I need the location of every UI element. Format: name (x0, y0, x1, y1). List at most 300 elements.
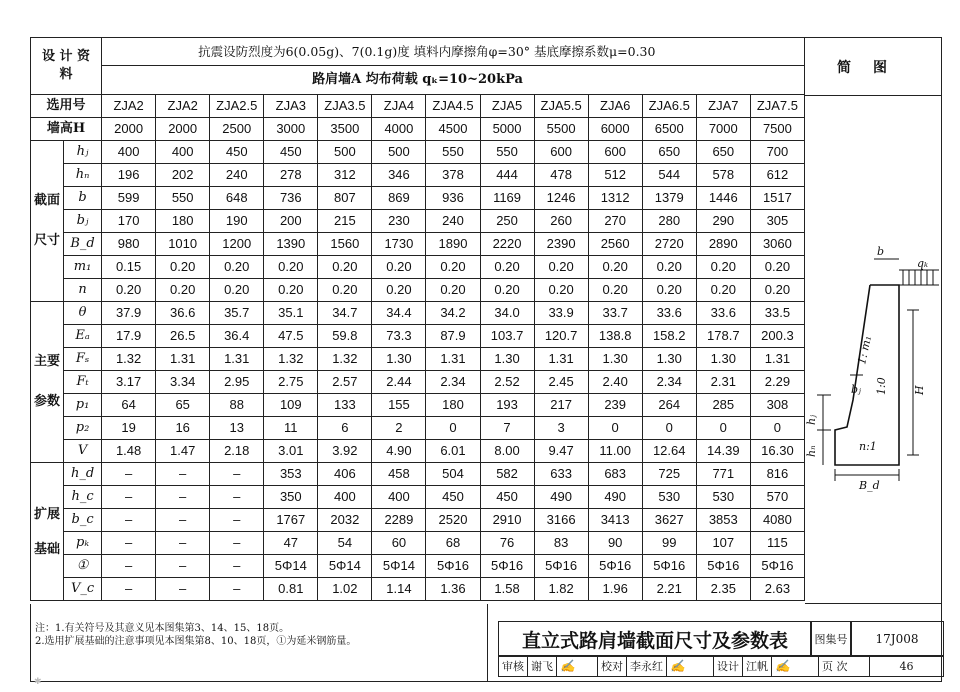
design-conditions: 抗震设防烈度为6(0.05g)、7(0.1g)度 填料内摩擦角φ=30° 基底摩擦系数μ=0.30 (102, 38, 805, 66)
wall-load-line: 路肩墙A 均布荷载 qₖ=10~20kPa (102, 66, 805, 95)
table-cell: 0.20 (696, 279, 750, 302)
height-label: 墙高H (31, 118, 102, 141)
table-cell: 0.20 (318, 256, 372, 279)
table-cell: 2.18 (210, 440, 264, 463)
model-label: 选用号 (31, 95, 102, 118)
review-label: 审核 (499, 656, 528, 676)
table-cell: 869 (372, 187, 426, 210)
table-cell: 196 (102, 164, 156, 187)
symbol-cell: h_d (64, 463, 102, 486)
table-cell: 0.20 (156, 279, 210, 302)
note-line-1: 注：1.有关符号及其意义见本图集第3、14、15、18页。 (35, 623, 290, 634)
table-cell: 19 (102, 417, 156, 440)
table-cell: 0.20 (318, 279, 372, 302)
table-cell: 2560 (588, 233, 642, 256)
table-cell: – (102, 532, 156, 555)
table-cell: 0 (696, 417, 750, 440)
table-cell: 1.30 (642, 348, 696, 371)
table-cell: 450 (426, 486, 480, 509)
table-cell: – (156, 532, 210, 555)
reviewer-name: 谢飞 (528, 656, 557, 676)
table-cell: – (102, 463, 156, 486)
table-cell: 2720 (642, 233, 696, 256)
table-cell: 33.7 (588, 302, 642, 325)
height-cell: 2500 (210, 118, 264, 141)
table-cell: – (102, 578, 156, 601)
table-cell: 0.20 (426, 279, 480, 302)
table-cell: 1.31 (156, 348, 210, 371)
table-cell: 1379 (642, 187, 696, 210)
table-cell: 650 (696, 141, 750, 164)
table-cell: 683 (588, 463, 642, 486)
symbol-cell: n (64, 279, 102, 302)
height-cell: 4500 (426, 118, 480, 141)
table-cell: 47 (264, 532, 318, 555)
sketch-Bd: B_d (859, 479, 880, 492)
table-cell: – (102, 509, 156, 532)
drawing-sheet (30, 37, 942, 682)
table-cell: 5Φ16 (750, 555, 804, 578)
symbol-cell: Eₐ (64, 325, 102, 348)
table-cell: 59.8 (318, 325, 372, 348)
symbol-cell: V_c (64, 578, 102, 601)
table-cell: 8.00 (480, 440, 534, 463)
table-cell: 450 (210, 141, 264, 164)
table-cell: 6 (318, 417, 372, 440)
table-cell: – (102, 486, 156, 509)
table-cell: 5Φ16 (696, 555, 750, 578)
table-cell: 88 (210, 394, 264, 417)
designer-name: 江帆 (743, 656, 772, 676)
page-number: 46 (899, 659, 914, 673)
table-cell: 2220 (480, 233, 534, 256)
symbol-cell: Fₛ (64, 348, 102, 371)
model-cell: ZJA7 (696, 95, 750, 118)
wall-outline (835, 285, 899, 465)
wall-section-sketch (805, 95, 942, 605)
table-cell: 1.47 (156, 440, 210, 463)
table-cell: 239 (588, 394, 642, 417)
sketch-b: b (877, 245, 885, 258)
table-cell: – (156, 486, 210, 509)
table-cell: 4.90 (372, 440, 426, 463)
table-cell: 1.48 (102, 440, 156, 463)
height-cell: 3500 (318, 118, 372, 141)
table-cell: 3.01 (264, 440, 318, 463)
table-cell: 12.64 (642, 440, 696, 463)
table-cell: 193 (480, 394, 534, 417)
symbol-cell: B_d (64, 233, 102, 256)
sketch-title: 简图 (805, 38, 941, 96)
table-cell: 240 (426, 210, 480, 233)
table-cell: 2.95 (210, 371, 264, 394)
table-cell: 2520 (426, 509, 480, 532)
table-cell: 0.20 (210, 279, 264, 302)
checker-signature: ✍ (667, 656, 714, 676)
drawing-title: 直立式路肩墙截面尺寸及参数表 (498, 621, 812, 657)
table-cell: 178.7 (696, 325, 750, 348)
symbol-cell: pₖ (64, 532, 102, 555)
table-cell: 2.75 (264, 371, 318, 394)
symbol-cell: θ (64, 302, 102, 325)
check-label: 校对 (598, 656, 627, 676)
table-cell: 2.52 (480, 371, 534, 394)
table-cell: 1246 (534, 187, 588, 210)
parameter-table (30, 37, 805, 601)
table-cell: 202 (156, 164, 210, 187)
table-cell: 308 (750, 394, 804, 417)
table-cell: 530 (696, 486, 750, 509)
model-cell: ZJA6.5 (642, 95, 696, 118)
atlas-number: 17J008 (850, 621, 944, 657)
table-cell: 1.96 (588, 578, 642, 601)
table-cell: 60 (372, 532, 426, 555)
symbol-cell: b_c (64, 509, 102, 532)
table-cell: 5Φ16 (588, 555, 642, 578)
table-cell: 1.31 (210, 348, 264, 371)
table-cell: 2 (372, 417, 426, 440)
title-block (488, 604, 942, 682)
table-cell: 200.3 (750, 325, 804, 348)
sketch-n: n:1 (859, 440, 877, 453)
table-cell: 1.31 (534, 348, 588, 371)
symbol-cell: ① (64, 555, 102, 578)
table-cell: 650 (642, 141, 696, 164)
table-cell: 7 (480, 417, 534, 440)
table-cell: 34.2 (426, 302, 480, 325)
table-cell: 240 (210, 164, 264, 187)
table-cell: 725 (642, 463, 696, 486)
table-cell: 1.30 (696, 348, 750, 371)
table-cell: 2289 (372, 509, 426, 532)
table-cell: 582 (480, 463, 534, 486)
sketch-hn: hₙ (805, 445, 818, 457)
sketch-qk: qₖ (917, 257, 929, 270)
table-cell: 400 (318, 486, 372, 509)
table-cell: 64 (102, 394, 156, 417)
sketch-hj: hⱼ (805, 415, 818, 425)
symbol-cell: hₙ (64, 164, 102, 187)
table-cell: 5Φ16 (426, 555, 480, 578)
table-cell: 0.20 (750, 279, 804, 302)
table-cell: 980 (102, 233, 156, 256)
table-cell: 35.1 (264, 302, 318, 325)
table-cell: 450 (480, 486, 534, 509)
table-cell: 90 (588, 532, 642, 555)
table-cell: 500 (372, 141, 426, 164)
table-cell: 3166 (534, 509, 588, 532)
table-cell: 3627 (642, 509, 696, 532)
symbol-cell: m₁ (64, 256, 102, 279)
table-cell: 350 (264, 486, 318, 509)
table-cell: 1890 (426, 233, 480, 256)
table-cell: 444 (480, 164, 534, 187)
table-cell: 0.20 (588, 256, 642, 279)
sketch-ratio: 1:0 (875, 377, 888, 395)
symbol-cell: h_c (64, 486, 102, 509)
table-cell: 5Φ14 (318, 555, 372, 578)
model-cell: ZJA2 (156, 95, 210, 118)
table-cell: 290 (696, 210, 750, 233)
model-cell: ZJA4.5 (426, 95, 480, 118)
table-cell: 0.20 (534, 279, 588, 302)
table-cell: 0.20 (588, 279, 642, 302)
table-cell: 2.63 (750, 578, 804, 601)
table-cell: 5Φ14 (264, 555, 318, 578)
design-label: 设计 (714, 656, 743, 676)
table-cell: 0.20 (102, 279, 156, 302)
table-cell: 115 (750, 532, 804, 555)
table-cell: 633 (534, 463, 588, 486)
table-cell: 504 (426, 463, 480, 486)
sketch-slope: 1: m₁ (855, 334, 874, 366)
table-cell: – (210, 532, 264, 555)
table-cell: 3.34 (156, 371, 210, 394)
height-cell: 5500 (534, 118, 588, 141)
table-cell: 1.82 (534, 578, 588, 601)
table-cell: 1312 (588, 187, 642, 210)
table-cell: 5Φ14 (372, 555, 426, 578)
table-cell: – (210, 509, 264, 532)
table-cell: 1390 (264, 233, 318, 256)
table-cell: – (210, 486, 264, 509)
signature-row (498, 655, 944, 677)
table-cell: 1.30 (372, 348, 426, 371)
table-cell: 33.5 (750, 302, 804, 325)
table-cell: 1.30 (480, 348, 534, 371)
table-cell: 1010 (156, 233, 210, 256)
table-cell: 2.21 (642, 578, 696, 601)
table-cell: 3060 (750, 233, 804, 256)
table-cell: 3.92 (318, 440, 372, 463)
table-cell: 500 (318, 141, 372, 164)
table-cell: 490 (534, 486, 588, 509)
symbol-cell: V (64, 440, 102, 463)
table-cell: 190 (210, 210, 264, 233)
table-cell: 400 (102, 141, 156, 164)
table-cell: 771 (696, 463, 750, 486)
table-cell: 0.20 (750, 256, 804, 279)
symbol-cell: hⱼ (64, 141, 102, 164)
table-cell: 0.20 (372, 279, 426, 302)
table-cell: 400 (372, 486, 426, 509)
table-cell: 0.20 (264, 256, 318, 279)
table-cell: 87.9 (426, 325, 480, 348)
table-cell: 550 (426, 141, 480, 164)
table-cell: 14.39 (696, 440, 750, 463)
table-cell: 6.01 (426, 440, 480, 463)
table-cell: 550 (480, 141, 534, 164)
table-cell: – (210, 463, 264, 486)
table-cell: 47.5 (264, 325, 318, 348)
table-cell: 278 (264, 164, 318, 187)
table-cell: 138.8 (588, 325, 642, 348)
table-cell: 1446 (696, 187, 750, 210)
table-cell: – (210, 555, 264, 578)
table-cell: 400 (156, 141, 210, 164)
table-cell: 0.20 (372, 256, 426, 279)
table-cell: 612 (750, 164, 804, 187)
table-cell: – (102, 555, 156, 578)
table-cell: 0.20 (156, 256, 210, 279)
note-line-2: 2.选用扩展基础的注意事项见本图集第8、10、18页，①为延米钢筋量。 (35, 636, 357, 647)
table-cell: 490 (588, 486, 642, 509)
table-cell: 3 (534, 417, 588, 440)
height-cell: 6000 (588, 118, 642, 141)
table-cell: 0.20 (696, 256, 750, 279)
table-cell: 346 (372, 164, 426, 187)
table-cell: 33.6 (696, 302, 750, 325)
table-cell: 2.40 (588, 371, 642, 394)
table-cell: 250 (480, 210, 534, 233)
design-data-label: 设 计 资 料 (31, 38, 102, 95)
group-label: 扩展基础 (31, 463, 64, 601)
page-label: 页 次 (819, 656, 870, 676)
table-cell: 1.58 (480, 578, 534, 601)
table-cell: 13 (210, 417, 264, 440)
atlas-label: 图集号 (810, 621, 852, 657)
table-cell: 180 (426, 394, 480, 417)
table-cell: 1767 (264, 509, 318, 532)
table-cell: 1.02 (318, 578, 372, 601)
table-cell: 0 (588, 417, 642, 440)
table-cell: 1.30 (588, 348, 642, 371)
table-cell: 36.6 (156, 302, 210, 325)
table-cell: 512 (588, 164, 642, 187)
table-cell: 2.44 (372, 371, 426, 394)
model-cell: ZJA6 (588, 95, 642, 118)
symbol-cell: p₂ (64, 417, 102, 440)
table-cell: 378 (426, 164, 480, 187)
table-cell: 570 (750, 486, 804, 509)
table-cell: 0.20 (264, 279, 318, 302)
table-cell: – (156, 463, 210, 486)
table-cell: 280 (642, 210, 696, 233)
symbol-cell: b (64, 187, 102, 210)
table-cell: 478 (534, 164, 588, 187)
table-cell: 736 (264, 187, 318, 210)
table-cell: 353 (264, 463, 318, 486)
table-cell: – (156, 509, 210, 532)
table-cell: 2390 (534, 233, 588, 256)
table-cell: 68 (426, 532, 480, 555)
table-cell: 1200 (210, 233, 264, 256)
table-cell: 550 (156, 187, 210, 210)
model-cell: ZJA5.5 (534, 95, 588, 118)
model-cell: ZJA5 (480, 95, 534, 118)
table-cell: 5Φ16 (642, 555, 696, 578)
table-cell: 1.31 (750, 348, 804, 371)
table-cell: 1560 (318, 233, 372, 256)
table-cell: 936 (426, 187, 480, 210)
table-cell: 4080 (750, 509, 804, 532)
table-cell: 1169 (480, 187, 534, 210)
table-cell: 16.30 (750, 440, 804, 463)
table-cell: 34.7 (318, 302, 372, 325)
table-cell: 458 (372, 463, 426, 486)
table-cell: 264 (642, 394, 696, 417)
table-cell: 0.20 (642, 256, 696, 279)
height-cell: 7500 (750, 118, 804, 141)
corner-mark: ✱ (34, 676, 42, 686)
table-cell: 0.20 (480, 279, 534, 302)
table-cell: – (210, 578, 264, 601)
table-cell: 1.32 (318, 348, 372, 371)
table-cell: 0 (642, 417, 696, 440)
table-cell: 120.7 (534, 325, 588, 348)
table-cell: 2.57 (318, 371, 372, 394)
table-cell: 1517 (750, 187, 804, 210)
table-cell: 600 (534, 141, 588, 164)
table-cell: 37.9 (102, 302, 156, 325)
height-cell: 7000 (696, 118, 750, 141)
table-cell: 0.20 (480, 256, 534, 279)
symbol-cell: p₁ (64, 394, 102, 417)
height-cell: 2000 (102, 118, 156, 141)
table-cell: 1.14 (372, 578, 426, 601)
table-cell: 103.7 (480, 325, 534, 348)
table-cell: 65 (156, 394, 210, 417)
table-cell: 109 (264, 394, 318, 417)
table-cell: 170 (102, 210, 156, 233)
table-cell: 2032 (318, 509, 372, 532)
table-cell: 599 (102, 187, 156, 210)
table-cell: 0.15 (102, 256, 156, 279)
table-cell: 1.31 (426, 348, 480, 371)
table-cell: 1.36 (426, 578, 480, 601)
table-cell: 35.7 (210, 302, 264, 325)
table-cell: 0 (750, 417, 804, 440)
table-cell: 217 (534, 394, 588, 417)
table-cell: 34.0 (480, 302, 534, 325)
model-cell: ZJA3.5 (318, 95, 372, 118)
table-cell: 0.20 (642, 279, 696, 302)
table-cell: 700 (750, 141, 804, 164)
sketch-H: H (913, 385, 926, 395)
table-cell: 107 (696, 532, 750, 555)
table-cell: 600 (588, 141, 642, 164)
table-cell: – (156, 555, 210, 578)
model-cell: ZJA7.5 (750, 95, 804, 118)
table-cell: 0 (426, 417, 480, 440)
checker-name: 李永红 (627, 656, 667, 676)
table-cell: 11.00 (588, 440, 642, 463)
table-cell: 155 (372, 394, 426, 417)
table-cell: 544 (642, 164, 696, 187)
table-cell: 1.32 (102, 348, 156, 371)
table-cell: 0.20 (210, 256, 264, 279)
table-cell: 406 (318, 463, 372, 486)
table-cell: 158.2 (642, 325, 696, 348)
table-cell: 33.9 (534, 302, 588, 325)
table-cell: 1730 (372, 233, 426, 256)
table-cell: 26.5 (156, 325, 210, 348)
designer-signature: ✍ (772, 656, 819, 676)
table-cell: 260 (534, 210, 588, 233)
table-cell: 11 (264, 417, 318, 440)
table-cell: 305 (750, 210, 804, 233)
model-cell: ZJA4 (372, 95, 426, 118)
height-cell: 6500 (642, 118, 696, 141)
table-cell: 578 (696, 164, 750, 187)
model-cell: ZJA2 (102, 95, 156, 118)
table-cell: 270 (588, 210, 642, 233)
symbol-cell: Fₜ (64, 371, 102, 394)
table-cell: 530 (642, 486, 696, 509)
table-cell: 133 (318, 394, 372, 417)
sketch-bj: bⱼ (851, 383, 861, 396)
table-cell: 3853 (696, 509, 750, 532)
